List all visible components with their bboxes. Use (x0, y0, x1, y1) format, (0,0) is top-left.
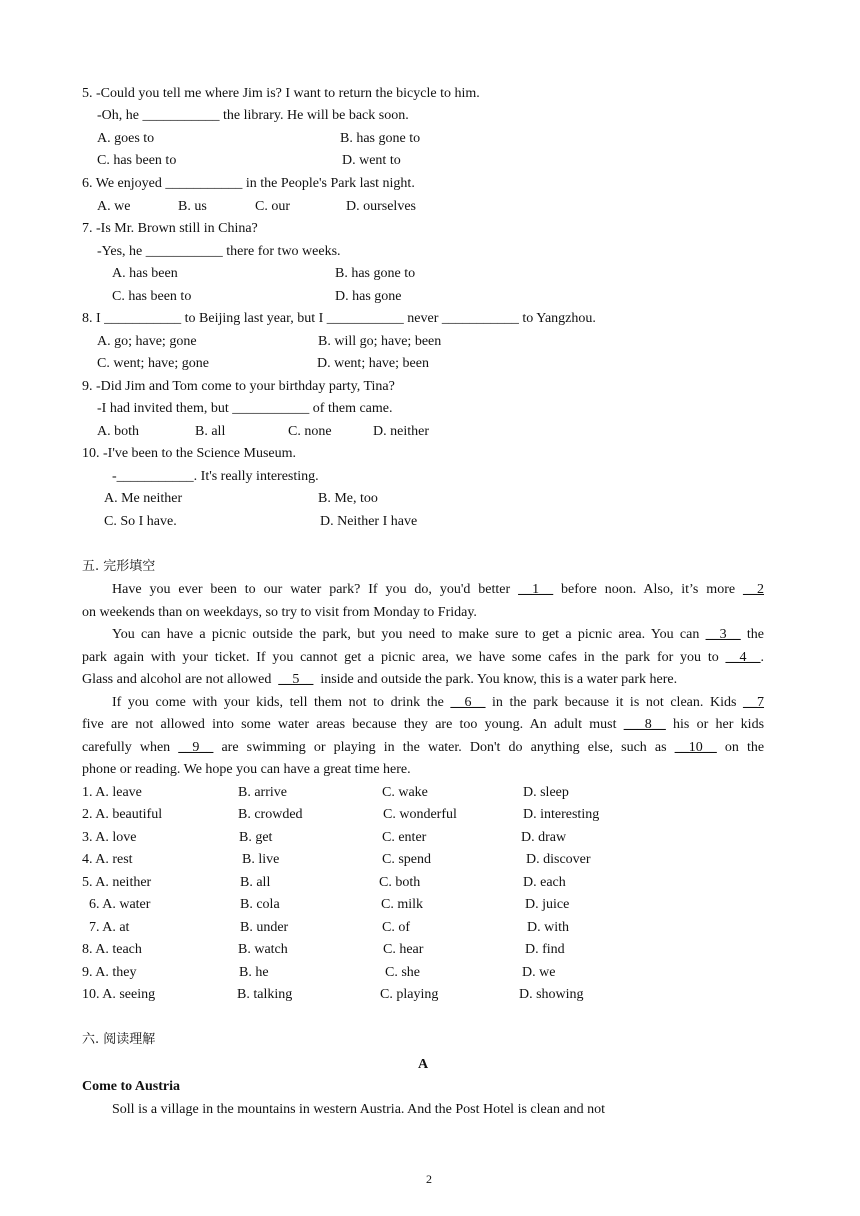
option-10-d: D. showing (519, 987, 584, 1002)
q8-stem: 8. I ___________ to Beijing last year, but I ___________ never ___________ to Yangzhou. (82, 311, 596, 326)
option-10-b: B. talking (237, 987, 293, 1002)
q8-option-c: C. went; have; gone (97, 356, 209, 371)
option-3-b: B. get (239, 830, 273, 845)
option-1-c: C. wake (382, 785, 428, 800)
cloze-p1-line1: Have you ever been to our water park? If you do, you'd better __1__ before noon. Also, it’s more __2 (112, 582, 765, 597)
option-8-d: D. find (525, 942, 565, 957)
option-2-d: D. interesting (523, 807, 600, 822)
cloze-p3-line2: five are not allowed into some water areas because they are too young. An adult must ___8__ his or her kids (82, 717, 765, 732)
option-9-b: B. he (239, 965, 269, 980)
q9-line2: -I had invited them, but ___________ of them came. (97, 401, 393, 416)
reading-part-label: A (418, 1057, 429, 1072)
blank-7: __7 (743, 695, 765, 710)
option-6-c: C. milk (381, 897, 424, 912)
reading-paragraph-1: Soll is a village in the mountains in western Austria. And the Post Hotel is clean and not (112, 1102, 606, 1117)
option-8-a: 8. A. teach (82, 942, 142, 957)
q7-option-d: D. has gone (335, 289, 402, 304)
q7-stem: 7. -Is Mr. Brown still in China? (82, 221, 258, 236)
page-number: 2 (426, 1172, 432, 1186)
q5-option-d: D. went to (342, 153, 401, 168)
q7-line2: -Yes, he ___________ there for two weeks. (97, 244, 341, 259)
cloze-p2-line3: Glass and alcohol are not allowed __5__ inside and outside the park. You know, this is a water park here. (82, 672, 678, 687)
option-10-a: 10. A. seeing (82, 987, 156, 1002)
cloze-p2-line1: You can have a picnic outside the park, but you need to make sure to get a picnic area. You can __3__ the (112, 627, 765, 642)
option-2-c: C. wonderful (383, 807, 457, 822)
option-5-c: C. both (379, 875, 421, 890)
option-9-d: D. we (522, 965, 556, 980)
option-9-a: 9. A. they (82, 965, 137, 980)
blank-2: __2 (743, 582, 765, 597)
q5-option-c: C. has been to (97, 153, 177, 168)
q9-option-a: A. both (97, 424, 139, 439)
option-4-a: 4. A. rest (82, 852, 133, 867)
option-4-b: B. live (242, 852, 280, 867)
option-4-d: D. discover (526, 852, 591, 867)
blank-8: ___8__ (623, 717, 666, 732)
q6-option-a: A. we (97, 199, 131, 214)
option-5-d: D. each (523, 875, 566, 890)
option-9-c: C. she (385, 965, 420, 980)
option-3-d: D. draw (521, 830, 567, 845)
option-10-c: C. playing (380, 987, 439, 1002)
q8-option-d: D. went; have; been (317, 356, 429, 371)
option-7-a: 7. A. at (89, 920, 130, 935)
reading-title: Come to Austria (82, 1079, 180, 1094)
option-1-d: D. sleep (523, 785, 569, 800)
option-2-a: 2. A. beautiful (82, 807, 163, 822)
q8-option-a: A. go; have; gone (97, 334, 197, 349)
blank-9: __9__ (178, 740, 214, 755)
blank-1: __1__ (518, 582, 554, 597)
q8-option-b: B. will go; have; been (318, 334, 442, 349)
q6-option-d: D. ourselves (346, 199, 416, 214)
blank-4: __4__ (725, 650, 761, 665)
cloze-section-heading: 五. 完形填空 (82, 559, 156, 574)
option-6-a: 6. A. water (89, 897, 151, 912)
q10-stem: 10. -I've been to the Science Museum. (82, 446, 297, 461)
q5-option-b: B. has gone to (340, 131, 421, 146)
q7-option-b: B. has gone to (335, 266, 416, 281)
q10-option-a: A. Me neither (104, 491, 183, 506)
cloze-p3-line3: carefully when __9__ are swimming or playing in the water. Don't do anything else, such as __10__ on the (82, 740, 765, 755)
q5-stem: 5. -Could you tell me where Jim is? I want to return the bicycle to him. (82, 86, 480, 101)
option-7-b: B. under (240, 920, 289, 935)
q7-option-a: A. has been (112, 266, 178, 281)
cloze-p2-line2: park again with your ticket. If you cannot get a picnic area, we have some cafes in the park for you to __4__. (82, 650, 765, 665)
option-1-a: 1. A. leave (82, 785, 142, 800)
q10-option-b: B. Me, too (318, 491, 378, 506)
cloze-p3-line1: If you come with your kids, tell them not to drink the __6__ in the park because it is not clean. Kids __7 (112, 695, 765, 710)
blank-6: __6__ (450, 695, 486, 710)
q6-option-b: B. us (178, 199, 207, 214)
blank-10: __10__ (674, 740, 717, 755)
q9-option-d: D. neither (373, 424, 429, 439)
option-3-a: 3. A. love (82, 830, 137, 845)
option-6-b: B. cola (240, 897, 280, 912)
option-8-b: B. watch (238, 942, 288, 957)
option-5-b: B. all (240, 875, 271, 890)
q9-option-c: C. none (288, 424, 332, 439)
option-2-b: B. crowded (238, 807, 303, 822)
cloze-p3-line4: phone or reading. We hope you can have a great time here. (82, 762, 411, 777)
option-8-c: C. hear (383, 942, 424, 957)
q5-option-a: A. goes to (97, 131, 155, 146)
blank-3: __3__ (705, 627, 741, 642)
q10-line2: -___________. It's really interesting. (112, 469, 319, 484)
q9-stem: 9. -Did Jim and Tom come to your birthday party, Tina? (82, 379, 395, 394)
option-5-a: 5. A. neither (82, 875, 152, 890)
option-7-d: D. with (527, 920, 569, 935)
q10-option-c: C. So I have. (104, 514, 177, 529)
option-6-d: D. juice (525, 897, 570, 912)
q10-option-d: D. Neither I have (320, 514, 418, 529)
q5-line2: -Oh, he ___________ the library. He will be back soon. (97, 108, 409, 123)
q6-stem: 6. We enjoyed ___________ in the People's Park last night. (82, 176, 415, 191)
q6-option-c: C. our (255, 199, 290, 214)
option-1-b: B. arrive (238, 785, 287, 800)
cloze-p1-line2: on weekends than on weekdays, so try to visit from Monday to Friday. (82, 605, 477, 620)
q9-option-b: B. all (195, 424, 226, 439)
reading-section-heading: 六. 阅读理解 (82, 1032, 156, 1047)
option-3-c: C. enter (382, 830, 427, 845)
option-4-c: C. spend (382, 852, 431, 867)
blank-5: __5__ (278, 672, 314, 687)
option-7-c: C. of (382, 920, 410, 935)
q7-option-c: C. has been to (112, 289, 192, 304)
